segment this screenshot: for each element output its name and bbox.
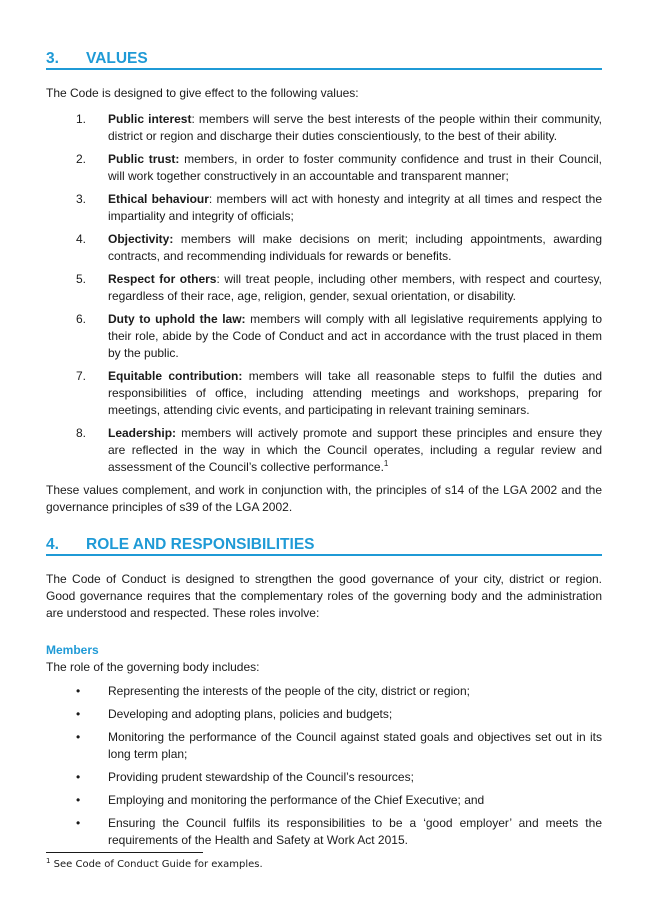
value-text: members will actively promote and support these principles and ensure they are reflected in the way in which the Council operates, including a regular review and assessment of the Council’s collective performance. bbox=[108, 426, 602, 474]
section-number: 3. bbox=[46, 50, 59, 67]
value-term: Ethical behaviour bbox=[108, 192, 209, 206]
section-title: ROLE AND RESPONSIBILITIES bbox=[86, 536, 315, 553]
item-number: 8. bbox=[76, 426, 87, 440]
value-item bbox=[46, 111, 602, 145]
members-intro: The role of the governing body includes: bbox=[46, 660, 260, 674]
bullet-icon: • bbox=[76, 770, 81, 784]
footnote-divider bbox=[46, 852, 203, 853]
bullet-text: Employing and monitoring the performance of the Chief Executive; and bbox=[108, 793, 485, 807]
value-item bbox=[46, 191, 602, 225]
values-list bbox=[46, 111, 602, 476]
value-text: : members will serve the best interests of the people within their community, district or region and discharge their duties conscientiously, to the best of their ability. bbox=[108, 112, 603, 143]
list-item bbox=[46, 815, 602, 849]
footnote-reference[interactable]: 1 bbox=[383, 459, 389, 468]
value-item bbox=[46, 368, 602, 419]
footnote-text: See Code of Conduct Guide for examples. bbox=[50, 859, 263, 870]
footnote bbox=[46, 858, 263, 871]
bullet-text: Representing the interests of the people of the city, district or region; bbox=[108, 684, 470, 698]
item-number: 1. bbox=[76, 112, 87, 126]
value-item bbox=[46, 425, 602, 476]
bullet-icon: • bbox=[76, 816, 81, 830]
value-term: Respect for others bbox=[108, 272, 217, 286]
item-number: 5. bbox=[76, 272, 87, 286]
bullet-icon: • bbox=[76, 793, 81, 807]
section-title: VALUES bbox=[86, 50, 148, 67]
list-item bbox=[46, 769, 602, 786]
document-page bbox=[46, 50, 602, 855]
value-text: : members will act with honesty and integrity at all times and respect the impartiality and integrity of officials; bbox=[108, 192, 602, 223]
item-number: 2. bbox=[76, 152, 87, 166]
list-item bbox=[46, 706, 602, 723]
value-text: : will treat people, including other members, with respect and courtesy, regardless of their race, age, religion, gender, sexual orientation, or disability. bbox=[108, 272, 602, 303]
value-item bbox=[46, 151, 602, 185]
footnote-mark: 1 bbox=[46, 857, 51, 865]
value-text: members, in order to foster community confidence and trust in their Council, will work together constructively in an accountable and transparent manner; bbox=[108, 152, 602, 183]
bullet-icon: • bbox=[76, 684, 81, 698]
value-text: members will make decisions on merit; including appointments, awarding contracts, and recommending individuals for rewards or benefits. bbox=[108, 232, 602, 263]
bullet-icon: • bbox=[76, 730, 81, 744]
value-term: Equitable contribution: bbox=[108, 369, 243, 383]
value-item bbox=[46, 231, 602, 265]
values-intro: The Code is designed to give effect to the following values: bbox=[46, 86, 359, 100]
item-number: 7. bbox=[76, 369, 87, 383]
value-item bbox=[46, 311, 602, 362]
value-term: Public trust: bbox=[108, 152, 180, 166]
value-term: Objectivity: bbox=[108, 232, 174, 246]
section-number: 4. bbox=[46, 536, 59, 553]
list-item bbox=[46, 683, 602, 700]
section-heading-roles bbox=[46, 536, 602, 556]
section-heading-values bbox=[46, 50, 602, 70]
item-number: 4. bbox=[76, 232, 87, 246]
roles-intro: The Code of Conduct is designed to strengthen the good governance of your city, district or region. Good governance requires that the complementary roles of the governing body and the administration are understood and respected. These roles involve: bbox=[46, 572, 602, 620]
item-number: 3. bbox=[76, 192, 87, 206]
bullet-icon: • bbox=[76, 707, 81, 721]
bullet-text: Providing prudent stewardship of the Council’s resources; bbox=[108, 770, 414, 784]
bullet-text: Ensuring the Council fulfils its responsibilities to be a ‘good employer’ and meets the requirements of the Health and Safety at Work Act 2015. bbox=[108, 816, 602, 847]
list-item bbox=[46, 729, 602, 763]
values-closing: These values complement, and work in conjunction with, the principles of s14 of the LGA 2002 and the governance principles of s39 of the LGA 2002. bbox=[46, 483, 602, 514]
members-subheading: Members bbox=[46, 643, 99, 657]
value-term: Leadership: bbox=[108, 426, 177, 440]
value-text: members will comply with all legislative requirements applying to their role, abide by the Code of Conduct and act in accordance with the trust placed in them by the public. bbox=[108, 312, 603, 360]
value-item bbox=[46, 271, 602, 305]
item-number: 6. bbox=[76, 312, 87, 326]
bullet-text: Developing and adopting plans, policies and budgets; bbox=[108, 707, 393, 721]
value-term: Public interest bbox=[108, 112, 192, 126]
bullet-text: Monitoring the performance of the Council against stated goals and objectives set out in its long term plan; bbox=[108, 730, 602, 761]
members-role-list bbox=[46, 683, 602, 849]
value-text: members will take all reasonable steps to fulfil the duties and responsibilities of office, including attending meetings and workshops, preparing for meetings, attending civic events, and participating in relevant training seminars. bbox=[108, 369, 603, 417]
list-item bbox=[46, 792, 602, 809]
value-term: Duty to uphold the law: bbox=[108, 312, 246, 326]
